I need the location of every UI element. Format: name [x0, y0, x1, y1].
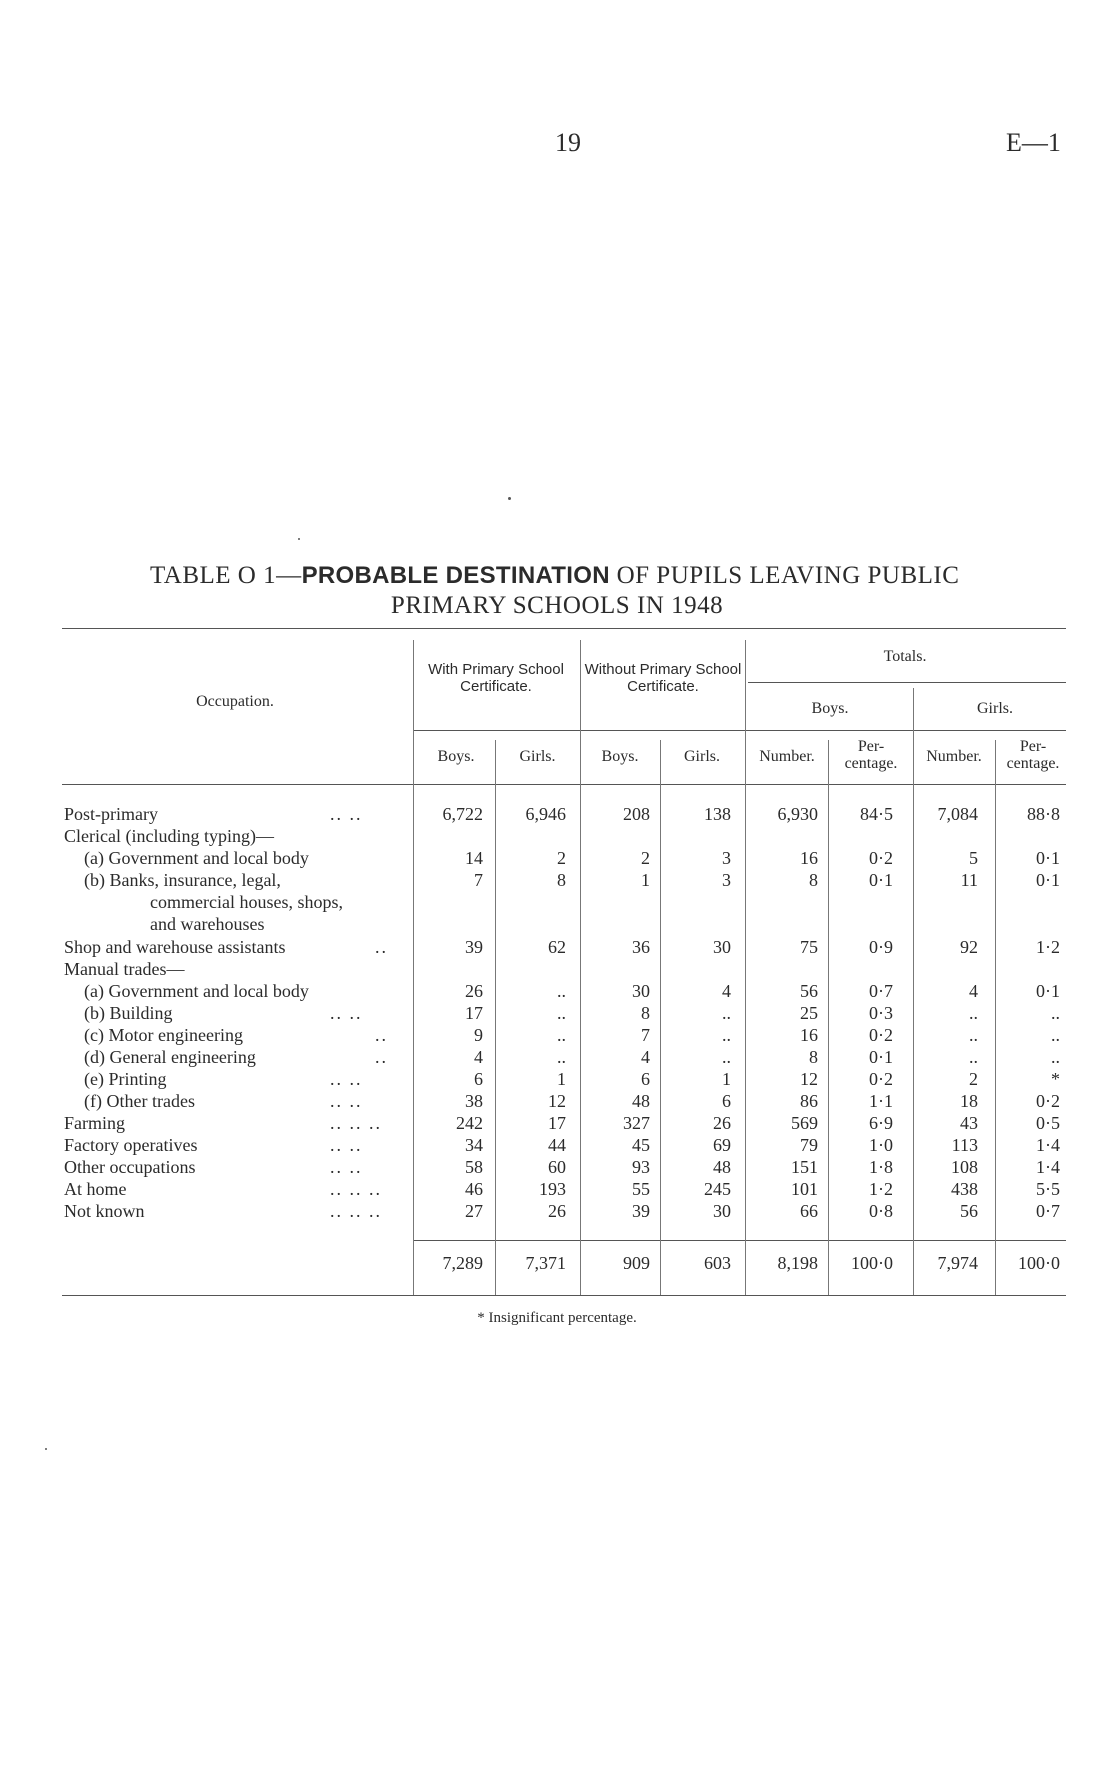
cell-without-boys: 6 [641, 1069, 650, 1089]
cell-total-boys-number: 25 [800, 1003, 818, 1023]
cell-total-girls-number: .. [969, 1003, 978, 1023]
cell-total-girls-percentage: .. [1051, 1025, 1060, 1045]
row-label: (b) Building [84, 1003, 173, 1023]
cell-total-girls-percentage: 88·8 [1027, 804, 1060, 824]
title-prefix: TABLE O 1— [150, 562, 302, 589]
total-without-girls: 603 [704, 1253, 731, 1273]
cell-without-girls: 1 [722, 1069, 731, 1089]
subheader-rule [413, 730, 1066, 731]
table-title-line2: PRIMARY SCHOOLS IN 1948 [390, 592, 724, 619]
cell-total-girls-percentage: .. [1051, 1003, 1060, 1023]
top-rule [62, 628, 1066, 629]
cell-total-boys-number: 6,930 [777, 804, 818, 824]
cell-with-girls: .. [557, 981, 566, 1001]
cell-total-girls-number: 108 [951, 1157, 978, 1177]
leader-dots: .. [375, 1025, 388, 1045]
cell-without-girls: .. [722, 1025, 731, 1045]
cell-total-boys-number: 79 [800, 1135, 818, 1155]
cell-without-girls: 69 [713, 1135, 731, 1155]
cell-total-girls-percentage: 0·1 [1036, 848, 1060, 868]
cell-with-girls: 60 [548, 1157, 566, 1177]
leader-dots: .. .. .. [330, 1113, 382, 1133]
footnote: * Insignificant percentage. [477, 1310, 637, 1326]
cell-total-girls-percentage: 0·2 [1036, 1091, 1060, 1111]
header-bottom-rule [62, 784, 1066, 785]
cell-total-boys-percentage: 0·1 [869, 870, 893, 890]
cell-total-girls-percentage: 1·4 [1036, 1157, 1060, 1177]
cell-total-girls-number: 92 [960, 937, 978, 957]
row-label: Factory operatives [64, 1135, 198, 1155]
header-girls-with: Girls. [519, 748, 556, 765]
speck [508, 497, 511, 500]
cell-total-girls-number: 18 [960, 1091, 978, 1111]
cell-total-boys-percentage: 0·2 [869, 1069, 893, 1089]
cell-total-girls-percentage: 1·4 [1036, 1135, 1060, 1155]
leader-dots: .. .. [330, 804, 363, 824]
cell-total-boys-number: 569 [791, 1113, 818, 1133]
title-suffix: OF PUPILS LEAVING PUBLIC [609, 562, 960, 589]
header-boys-percentage: Per- centage. [844, 738, 898, 772]
header-girls-percentage: Per- centage. [1006, 738, 1060, 772]
cell-with-boys: 26 [465, 981, 483, 1001]
speck [298, 538, 300, 540]
cell-without-girls: 6 [722, 1091, 731, 1111]
cell-with-girls: .. [557, 1025, 566, 1045]
row-label: Manual trades— [64, 959, 185, 979]
cell-without-boys: 4 [641, 1047, 650, 1067]
leader-dots: .. [375, 1047, 388, 1067]
header-boys-number: Number. [759, 748, 815, 765]
cell-with-boys: 6,722 [442, 804, 483, 824]
cell-with-girls: 62 [548, 937, 566, 957]
row-label: Farming [64, 1113, 125, 1133]
total-total-girls-number: 7,974 [937, 1253, 978, 1273]
totals-top-rule [413, 1240, 1066, 1241]
cell-without-girls: 26 [713, 1113, 731, 1133]
cell-with-boys: 4 [474, 1047, 483, 1067]
header-totals-boys: Boys. [811, 700, 849, 717]
cell-without-boys: 1 [641, 870, 650, 890]
cell-total-boys-number: 8 [809, 870, 818, 890]
cell-total-boys-percentage: 84·5 [860, 804, 893, 824]
row-label: Not known [64, 1201, 145, 1221]
leader-dots: .. .. [330, 1157, 363, 1177]
header-occupation: Occupation. [196, 693, 274, 710]
cell-total-boys-percentage: 6·9 [869, 1113, 893, 1133]
cell-total-boys-number: 8 [809, 1047, 818, 1067]
cell-total-girls-number: 113 [951, 1135, 978, 1155]
row-label: At home [64, 1179, 127, 1199]
total-without-boys: 909 [623, 1253, 650, 1273]
cell-without-girls: .. [722, 1003, 731, 1023]
cell-total-girls-percentage: * [1051, 1069, 1060, 1089]
cell-total-girls-percentage: 0·7 [1036, 1201, 1060, 1221]
cell-with-girls: 8 [557, 870, 566, 890]
cell-total-boys-percentage: 0·9 [869, 937, 893, 957]
cell-without-girls: 3 [722, 848, 731, 868]
header-girls-number: Number. [926, 748, 982, 765]
cell-total-girls-percentage: 0·1 [1036, 870, 1060, 890]
total-with-girls: 7,371 [525, 1253, 566, 1273]
cell-total-boys-percentage: 0·1 [869, 1047, 893, 1067]
cell-with-boys: 7 [474, 870, 483, 890]
cell-total-boys-number: 101 [791, 1179, 818, 1199]
leader-dots: .. .. .. [330, 1201, 382, 1221]
cell-total-boys-percentage: 0·3 [869, 1003, 893, 1023]
cell-with-boys: 242 [456, 1113, 483, 1133]
cell-total-girls-percentage: .. [1051, 1047, 1060, 1067]
cell-total-girls-number: 2 [969, 1069, 978, 1089]
cell-total-boys-percentage: 1·2 [869, 1179, 893, 1199]
cell-total-boys-number: 151 [791, 1157, 818, 1177]
row-label: (e) Printing [84, 1069, 167, 1089]
cell-without-boys: 45 [632, 1135, 650, 1155]
cell-total-girls-percentage: 5·5 [1036, 1179, 1060, 1199]
table-title [150, 562, 1010, 590]
cell-total-boys-percentage: 1·8 [869, 1157, 893, 1177]
total-total-girls-percentage: 100·0 [1018, 1253, 1060, 1273]
cell-total-boys-percentage: 1·0 [869, 1135, 893, 1155]
cell-with-boys: 39 [465, 937, 483, 957]
row-label: Clerical (including typing)— [64, 826, 274, 846]
leader-dots: .. [375, 937, 388, 957]
cell-total-boys-percentage: 1·1 [869, 1091, 893, 1111]
cell-with-girls: 6,946 [525, 804, 566, 824]
leader-dots: .. .. [330, 1069, 363, 1089]
cell-without-boys: 39 [632, 1201, 650, 1221]
cell-with-girls: 2 [557, 848, 566, 868]
cell-total-girls-number: 7,084 [937, 804, 978, 824]
cell-with-boys: 17 [465, 1003, 483, 1023]
cell-total-girls-number: 5 [969, 848, 978, 868]
cell-total-boys-percentage: 0·7 [869, 981, 893, 1001]
row-label: (b) Banks, insurance, legal, [84, 870, 281, 890]
cell-without-boys: 8 [641, 1003, 650, 1023]
cell-with-boys: 9 [474, 1025, 483, 1045]
header-boys-with: Boys. [437, 748, 475, 765]
cell-without-boys: 93 [632, 1157, 650, 1177]
cell-total-boys-number: 56 [800, 981, 818, 1001]
total-total-boys-percentage: 100·0 [851, 1253, 893, 1273]
cell-without-boys: 48 [632, 1091, 650, 1111]
cell-without-girls: 138 [704, 804, 731, 824]
page-reference: E—1 [1006, 128, 1061, 157]
cell-total-boys-percentage: 0·2 [869, 1025, 893, 1045]
leader-dots: .. .. [330, 1091, 363, 1111]
title-bold: PROBABLE DESTINATION [301, 562, 610, 589]
cell-with-boys: 14 [465, 848, 483, 868]
cell-without-boys: 30 [632, 981, 650, 1001]
cell-without-girls: 48 [713, 1157, 731, 1177]
cell-without-girls: 245 [704, 1179, 731, 1199]
cell-with-girls: 26 [548, 1201, 566, 1221]
row-label: (d) General engineering [84, 1047, 256, 1067]
cell-total-girls-number: 56 [960, 1201, 978, 1221]
cell-total-girls-number: 4 [969, 981, 978, 1001]
cell-total-girls-number: 43 [960, 1113, 978, 1133]
total-total-boys-number: 8,198 [777, 1253, 818, 1273]
page-number: 19 [555, 128, 581, 157]
cell-total-boys-percentage: 0·2 [869, 848, 893, 868]
cell-without-boys: 36 [632, 937, 650, 957]
cell-total-girls-number: .. [969, 1025, 978, 1045]
row-label: Other occupations [64, 1157, 196, 1177]
cell-without-boys: 55 [632, 1179, 650, 1199]
cell-total-boys-number: 16 [800, 848, 818, 868]
cell-with-boys: 34 [465, 1135, 483, 1155]
cell-total-boys-number: 86 [800, 1091, 818, 1111]
cell-without-boys: 2 [641, 848, 650, 868]
cell-total-girls-percentage: 1·2 [1036, 937, 1060, 957]
cell-total-boys-number: 12 [800, 1069, 818, 1089]
cell-total-girls-number: 11 [960, 870, 978, 890]
cell-without-girls: 30 [713, 1201, 731, 1221]
cell-total-boys-number: 16 [800, 1025, 818, 1045]
cell-total-girls-percentage: 0·5 [1036, 1113, 1060, 1133]
speck [45, 1448, 47, 1450]
cell-with-boys: 27 [465, 1201, 483, 1221]
row-label: Post-primary [64, 804, 158, 824]
cell-total-boys-number: 66 [800, 1201, 818, 1221]
cell-with-boys: 58 [465, 1157, 483, 1177]
leader-dots: .. .. [330, 1135, 363, 1155]
header-totals: Totals. [883, 648, 927, 665]
cell-with-girls: 17 [548, 1113, 566, 1133]
header-without-certificate: Without Primary School Certificate. [584, 661, 742, 695]
cell-without-boys: 7 [641, 1025, 650, 1045]
cell-with-girls: 193 [539, 1179, 566, 1199]
cell-with-girls: .. [557, 1003, 566, 1023]
leader-dots: .. .. [330, 1003, 363, 1023]
row-label: Shop and warehouse assistants [64, 937, 286, 957]
cell-total-girls-percentage: 0·1 [1036, 981, 1060, 1001]
cell-without-girls: 3 [722, 870, 731, 890]
header-girls-without: Girls. [684, 748, 720, 765]
header-boys-without: Boys. [601, 748, 639, 765]
cell-without-boys: 327 [623, 1113, 650, 1133]
cell-with-boys: 38 [465, 1091, 483, 1111]
cell-with-girls: .. [557, 1047, 566, 1067]
cell-with-boys: 6 [474, 1069, 483, 1089]
cell-with-girls: 12 [548, 1091, 566, 1111]
total-with-boys: 7,289 [442, 1253, 483, 1273]
cell-total-boys-percentage: 0·8 [869, 1201, 893, 1221]
cell-without-girls: 4 [722, 981, 731, 1001]
row-label: (c) Motor engineering [84, 1025, 243, 1045]
bottom-rule [62, 1295, 1066, 1296]
leader-dots: .. .. .. [330, 1179, 382, 1199]
row-label: (a) Government and local body [84, 981, 309, 1001]
cell-total-girls-number: .. [969, 1047, 978, 1067]
cell-with-girls: 44 [548, 1135, 566, 1155]
cell-with-girls: 1 [557, 1069, 566, 1089]
header-with-certificate: With Primary School Certificate. [428, 661, 564, 695]
row-label: (a) Government and local body [84, 848, 309, 868]
cell-total-girls-number: 438 [951, 1179, 978, 1199]
cell-total-boys-number: 75 [800, 937, 818, 957]
cell-without-girls: 30 [713, 937, 731, 957]
row-label: and warehouses [150, 914, 265, 934]
cell-without-boys: 208 [623, 804, 650, 824]
cell-without-girls: .. [722, 1047, 731, 1067]
row-label: commercial houses, shops, [150, 892, 343, 912]
row-label: (f) Other trades [84, 1091, 195, 1111]
totals-rule [748, 682, 1066, 683]
header-totals-girls: Girls. [977, 700, 1013, 717]
cell-with-boys: 46 [465, 1179, 483, 1199]
